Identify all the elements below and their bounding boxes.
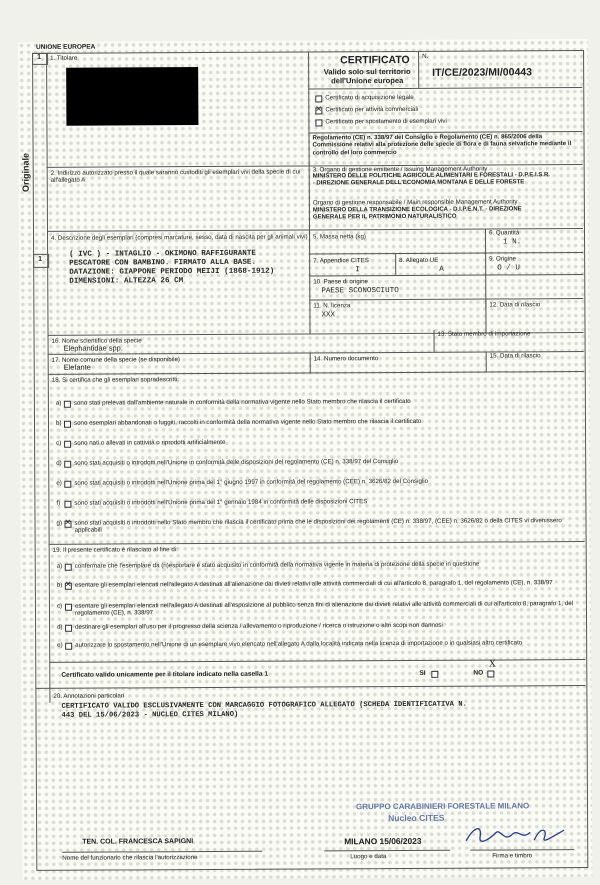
- field18-checkbox[interactable]: [65, 521, 72, 528]
- field19-item-text: confermare che l'esemplare da (ri)esportare è stato acquisito in conformità della normativa vigente in materia di protezione della specie in questione: [74, 560, 480, 570]
- field11-label: 11. N. licenza: [313, 302, 351, 310]
- checkbox-commercial[interactable]: [315, 107, 322, 114]
- field19-item-text: esentare gli esemplari elencati nell'allegato A destinati all'esposizione al pubblico senza fini di alienazione dai divieti relativi alle attività commerciali di cui all'articolo 8, paragrafo 1, del regolamento (CE), n. 338/97: [74, 600, 574, 618]
- field18-item-text: sono stati acquisiti o introdotti nello Stato membro che rilascia il certificato prima che le disposizioni dei regolamenti (CE) n. 338/97, (CEE) n. 3626/82 o della CITES vi divenissero applicabili: [74, 517, 562, 535]
- field18-item-text: sono stati acquisiti o introdotti nell'Unione prima del 1° gennaio 1984 in conformità delle disposizioni CITES: [74, 498, 368, 507]
- description-line4: DIMENSIONI: ALTEZZA 26 CM: [69, 277, 184, 286]
- side-label-originale: Originale: [20, 152, 31, 192]
- field8-label: 8. Allegato UE: [399, 256, 439, 265]
- appendix-value: I: [355, 266, 360, 275]
- validity-yes-checkbox[interactable]: [431, 671, 438, 678]
- country-origin-value: PAESE SCONOSCIUTO: [321, 287, 399, 296]
- field18-checkbox[interactable]: [64, 421, 71, 428]
- validity-no-label: NO: [473, 669, 484, 677]
- validity-text: Certificato valido unicamente per il titolare indicato nella casella 1: [61, 670, 269, 679]
- field14-label: 14. Numero documento: [313, 355, 379, 363]
- regulation-text: Regolamento (CE) n. 338/97 del Consiglio e Regolamento (CE) n. 865/2006 della Commissione relativi alla protezione delle specie di flora e di fauna selvatiche mediante il controllo del loro commercio: [312, 133, 572, 157]
- field19-item-text: autorizzare lo spostamento nell'Unione di un esemplare vivo elencato nell'allegato A dalla località indicata nella licenza di importazione o in qualsiasi altro certificato: [75, 639, 523, 649]
- field10-label: 10. Paese di origine: [313, 278, 368, 286]
- field16-label: 16. Nome scientifico della specie: [51, 337, 142, 345]
- field19-checkbox[interactable]: [65, 604, 72, 611]
- box-number: 1: [37, 53, 42, 61]
- cert-title: CERTIFICATO: [340, 53, 410, 67]
- cert-number: IT/CE/2023/MI/00443: [432, 66, 533, 79]
- field19-checkbox[interactable]: [65, 643, 72, 650]
- field18-letter: e): [56, 479, 62, 487]
- validity-no-mark: X: [489, 659, 496, 670]
- field4-label: 4. Descrizione degli esemplari (compresi marcature, sesso, data di nascita per gli animali vivi): [51, 233, 308, 242]
- field18-letter: d): [56, 459, 62, 467]
- field3-label: 3. Organo di gestione emittente / Issuing Management Authority: [312, 165, 488, 174]
- management-authority-line2: GENERALE PER IL PATRIMONIO NATURALISTICO: [312, 213, 457, 221]
- field18-checkbox[interactable]: [64, 501, 71, 508]
- field17-label: 17. Nome comune della specie (se disponibile): [51, 356, 180, 364]
- description-line3: DATAZIONE: GIAPPONE PERIODO MEIJI (1868-1912): [69, 267, 275, 277]
- quantity-value: 1 N.: [503, 238, 522, 247]
- annex-value: A: [439, 265, 444, 274]
- holder-label: 1. Titolare: [50, 54, 78, 62]
- checkbox-live-movement[interactable]: [315, 119, 322, 126]
- stamp-line2: Nucleo CITES: [388, 812, 445, 824]
- field19-checkbox[interactable]: [65, 564, 72, 571]
- field7-label: 7. Appendice CITES: [313, 257, 369, 265]
- official-name: TEN. COL. FRANCESCA SAPIGNI: [82, 838, 194, 846]
- field6-label: 6. Quantità: [488, 229, 520, 237]
- field18-item-text: sono stati acquisiti o introdotti nell'Unione prima del 1° giugno 1997 in conformità del regolamento (CEE) n. 3626/82 del Consiglio: [74, 477, 429, 487]
- license-value: XXX: [321, 311, 336, 320]
- field5-label: 5. Massa netta (kg): [313, 233, 367, 241]
- eu-header: UNIONE EUROPEA: [36, 43, 96, 51]
- field20-label: 20. Annotazioni particolari: [53, 692, 125, 700]
- field18-letter: b): [55, 419, 62, 427]
- place-date: MILANO 15/06/2023: [344, 835, 422, 847]
- field19-label: 19. Il presente certificato è rilasciato al fine di:: [52, 546, 178, 554]
- signature-scribble: [460, 816, 570, 853]
- field2-label: 2. Indirizzo autorizzato presso il quale saranno custoditi gli esemplari vivi della specie di cui all'allegato A: [50, 168, 301, 185]
- description-line2: PESCATORE CON BAMBINO. FIRMATO ALLA BASE.: [69, 258, 257, 268]
- cert-type-commercial: Certificato per attività commerciali: [325, 105, 419, 114]
- cert-type-live: Certificato per spostamento di esemplari vivi: [325, 117, 447, 126]
- validity-yes-label: SI: [419, 669, 426, 677]
- field19-letter: a): [56, 562, 63, 570]
- annotation-line2: 443 DEL 15/06/2023 - NUCLEO CITES MILANO): [61, 710, 239, 720]
- number-label: N.: [422, 52, 429, 60]
- certificate-page: [18, 39, 592, 880]
- cert-type-acquisition: Certificato di acquisizione legale: [325, 93, 414, 102]
- field19-checkbox[interactable]: [65, 625, 72, 632]
- cert-subtitle: Valido solo sul territorio dell'Unione europea: [323, 66, 411, 86]
- origin-value: O / U: [497, 264, 521, 273]
- official-name-label: Nome del funzionario che rilascia l'autorizzazione: [62, 854, 198, 862]
- field3-sublabel: Organo di gestione responsabile / Main responsible Management Authority: [312, 198, 518, 207]
- field19-checkbox[interactable]: [65, 583, 72, 590]
- field19-item-text: esentare gli esemplari elencati nell'allegato A destinati all'alienazione dai divieti relativi alle attività commerciali di cui all'articolo 8, paragrafo 1, del regolamento (CE), n. 338/97: [74, 579, 553, 589]
- validity-no-checkbox[interactable]: [487, 671, 494, 678]
- annotation-line1: CERTIFICATO VALIDO ESCLUSIVAMENTE CON MARCAGGIO FOTOGRAFICO ALLEGATO (SCHEDA IDENTIFICATIVA N.: [61, 700, 467, 711]
- field13-label: 13. Stato membro di importazione: [437, 330, 531, 338]
- field18-checkbox[interactable]: [64, 481, 71, 488]
- field19-item-text: destinare gli esemplari all'uso per il progresso della scienza / allevamento o riproduzione / ricerca o istruzione o altri scopi non dannosi: [75, 621, 443, 631]
- field18-item-text: sono nati o allevati in cattività o riprodotti artificialmente: [74, 438, 226, 447]
- field15-label: 15. Data di rilascio: [489, 352, 541, 360]
- desc-side-box: 1: [38, 255, 43, 263]
- field18-item-text: sono esemplari abbandonati o fuggiti, raccolti in conformità della normativa vigente nello Stato membro che rilascia il certificato: [73, 417, 422, 427]
- field12-label: 12. Data di rilascio: [489, 301, 541, 309]
- field19-letter: d): [57, 623, 63, 631]
- field18-item-text: sono stati prelevati dall'ambiente naturale in conformità della normativa vigente nello Stato membro che rilascia il certificato: [73, 397, 411, 407]
- field18-item-text: sono stati acquisiti o introdotti nell'Unione in conformità delle disposizioni del regolamento (CE) n. 338/97 del Consiglio: [74, 458, 399, 467]
- field9-label: 9. Origine: [489, 255, 516, 263]
- field19-letter: c): [56, 602, 63, 610]
- field18-letter: a): [55, 399, 62, 407]
- stamp-line1: GRUPPO CARABINIERI FORESTALE MILANO: [355, 801, 530, 812]
- scientific-name-value: Elephantidae spp.: [63, 343, 123, 353]
- field18-letter: c): [56, 439, 62, 447]
- field19-letter: b): [56, 581, 63, 589]
- signature-label: Firma e timbro: [492, 852, 533, 860]
- redacted-holder: [66, 67, 198, 126]
- common-name-value: Elefante: [63, 362, 91, 372]
- field19-letter: e): [57, 641, 63, 649]
- description-line1: ( IVC ) - INTAGLIO - OKIMONO RAFFIGURANTE: [69, 249, 256, 259]
- checkbox-acquisition[interactable]: [315, 95, 322, 102]
- issuing-authority-line2: - DIREZIONE GENERALE DELL'ECONOMIA MONTANA E DELLE FORESTE: [312, 179, 525, 187]
- field18-label: 18. Si certifica che gli esemplari sopradescritti:: [51, 376, 180, 384]
- field18-letter: g): [56, 519, 63, 527]
- field18-letter: f): [56, 499, 61, 507]
- issuing-authority-line1: MINISTERO DELLE POLITICHE AGRICOLE ALIMENTARI E FORESTALI - D.P.E.I.S.R.: [312, 172, 550, 180]
- management-authority-line1: MINISTERO DELLA TRANSIZIONE ECOLOGICA - D.I.P.E.N.T. - DIREZIONE: [312, 206, 522, 214]
- field18-checkbox[interactable]: [64, 461, 71, 468]
- field18-checkbox[interactable]: [64, 441, 71, 448]
- place-date-label: Luogo e data: [350, 853, 387, 861]
- field18-checkbox[interactable]: [64, 401, 71, 408]
